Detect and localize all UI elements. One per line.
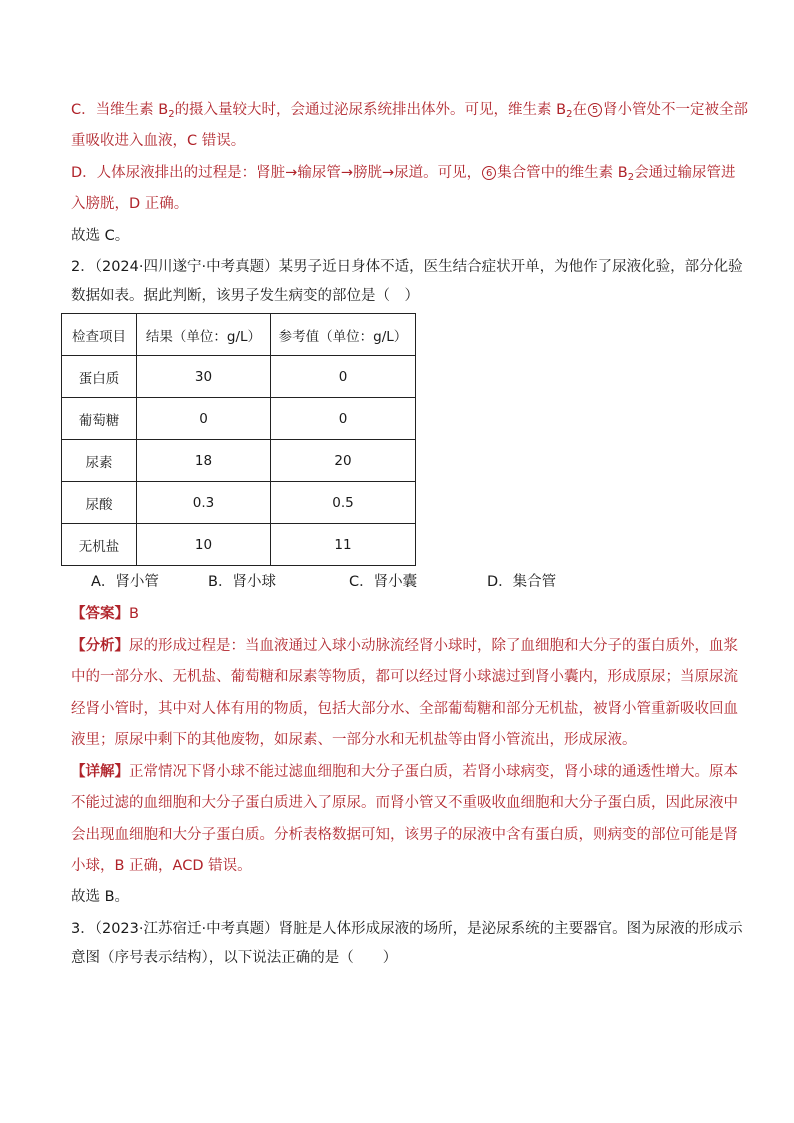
table-cell: 20 — [271, 440, 416, 482]
circled-number: 6 — [482, 166, 496, 180]
q2-analysis-line4: 液里；原尿中剩下的其他废物，如尿素、一部分水和无机盐等由肾小管流出，形成尿液。 — [71, 732, 637, 748]
q2-analysis-line2: 中的一部分水、无机盐、葡萄糖和尿素等物质，都可以经过肾小球滤过到肾小囊内，形成原尿；当原尿流 — [71, 669, 738, 685]
table-cell: 0 — [137, 398, 271, 440]
q2-analysis-line1: 【分析】尿的形成过程是：当血液通过入球小动脉流经肾小球时，除了血细胞和大分子的蛋白质外，血浆 — [71, 638, 738, 654]
option-d-explanation-line2: 入膀胱，D 正确。 — [71, 196, 189, 212]
table-cell: 尿酸 — [62, 482, 137, 524]
q2-detail-line4: 小球，B 正确，ACD 错误。 — [71, 858, 252, 874]
q2-choice: 故选 B。 — [71, 889, 130, 905]
table-cell: 11 — [271, 524, 416, 566]
prev-choice: 故选 C。 — [71, 228, 130, 244]
table-cell: 18 — [137, 440, 271, 482]
table-row — [62, 440, 416, 482]
option-d-explanation-line1: D．人体尿液排出的过程是：肾脏→输尿管→膀胱→尿道。可见， 6 集合管中的维生素 $B_2$会通过输尿管进 — [71, 165, 736, 183]
table-cell: 蛋白质 — [62, 356, 137, 398]
table-header: 检查项目 — [62, 314, 137, 356]
analysis-tag: 【分析】 — [71, 638, 129, 654]
table-cell: 尿素 — [62, 440, 137, 482]
q2-detail-line3: 会出现血细胞和大分子蛋白质。分析表格数据可知，该男子的尿液中含有蛋白质，则病变的部位可能是肾 — [71, 827, 738, 843]
table-row — [62, 482, 416, 524]
table-header: 结果（单位：g/L） — [137, 314, 271, 356]
q2-stem-line1: 2．（2024·四川遂宁·中考真题）某男子近日身体不适，医生结合症状开单，为他作了尿液化验，部分化验 — [71, 259, 743, 275]
urine-test-table — [61, 313, 416, 566]
detail-tag: 【详解】 — [71, 764, 129, 780]
option-d[interactable]: D．集合管 — [487, 574, 557, 590]
table-cell: 10 — [137, 524, 271, 566]
option-c[interactable]: C．肾小囊 — [349, 574, 418, 590]
table-row — [62, 398, 416, 440]
q2-answer — [71, 604, 726, 624]
option-b[interactable]: B．肾小球 — [208, 574, 276, 590]
table-header-row — [62, 314, 416, 356]
q2-detail-line2: 不能过滤的血细胞和大分子蛋白质进入了原尿。而肾小管又不重吸收血细胞和大分子蛋白质，因此尿液中 — [71, 795, 738, 811]
q3-stem-line1: 3．（2023·江苏宿迁·中考真题）肾脏是人体形成尿液的场所，是泌尿系统的主要器官。图为尿液的形成示 — [71, 921, 743, 937]
option-a[interactable]: A．肾小管 — [91, 574, 159, 590]
table-cell: 0 — [271, 398, 416, 440]
answer-value: B — [129, 606, 139, 622]
option-c-explanation-line1: C．当维生素 $B_2$的摄入量较大时，会通过泌尿系统排出体外。可见，维生素 $B_2$在 5 肾小管处不一定被全部 — [71, 102, 748, 120]
table-cell: 0.5 — [271, 482, 416, 524]
answer-tag: 【答案】 — [71, 606, 129, 622]
table-row — [62, 356, 416, 398]
q2-detail-line1: 【详解】正常情况下肾小球不能过滤血细胞和大分子蛋白质，若肾小球病变，肾小球的通透性增大。原本 — [71, 764, 738, 780]
table-cell: 0 — [271, 356, 416, 398]
q3-stem-line2: 意图（序号表示结构），以下说法正确的是（ ） — [71, 950, 398, 966]
circled-number: 5 — [588, 103, 602, 117]
q2-options — [0, 572, 794, 594]
table-cell: 葡萄糖 — [62, 398, 137, 440]
table-cell: 0.3 — [137, 482, 271, 524]
table-cell: 无机盐 — [62, 524, 137, 566]
table-header: 参考值（单位：g/L） — [271, 314, 416, 356]
table-row — [62, 524, 416, 566]
table-cell: 30 — [137, 356, 271, 398]
q2-analysis-line3: 经肾小管时，其中对人体有用的物质，包括大部分水、全部葡萄糖和部分无机盐，被肾小管重新吸收回血 — [71, 701, 738, 717]
option-c-explanation-line2: 重吸收进入血液，C 错误。 — [71, 133, 246, 149]
q2-stem-line2: 数据如表。据此判断，该男子发生病变的部位是（ ） — [71, 288, 419, 304]
